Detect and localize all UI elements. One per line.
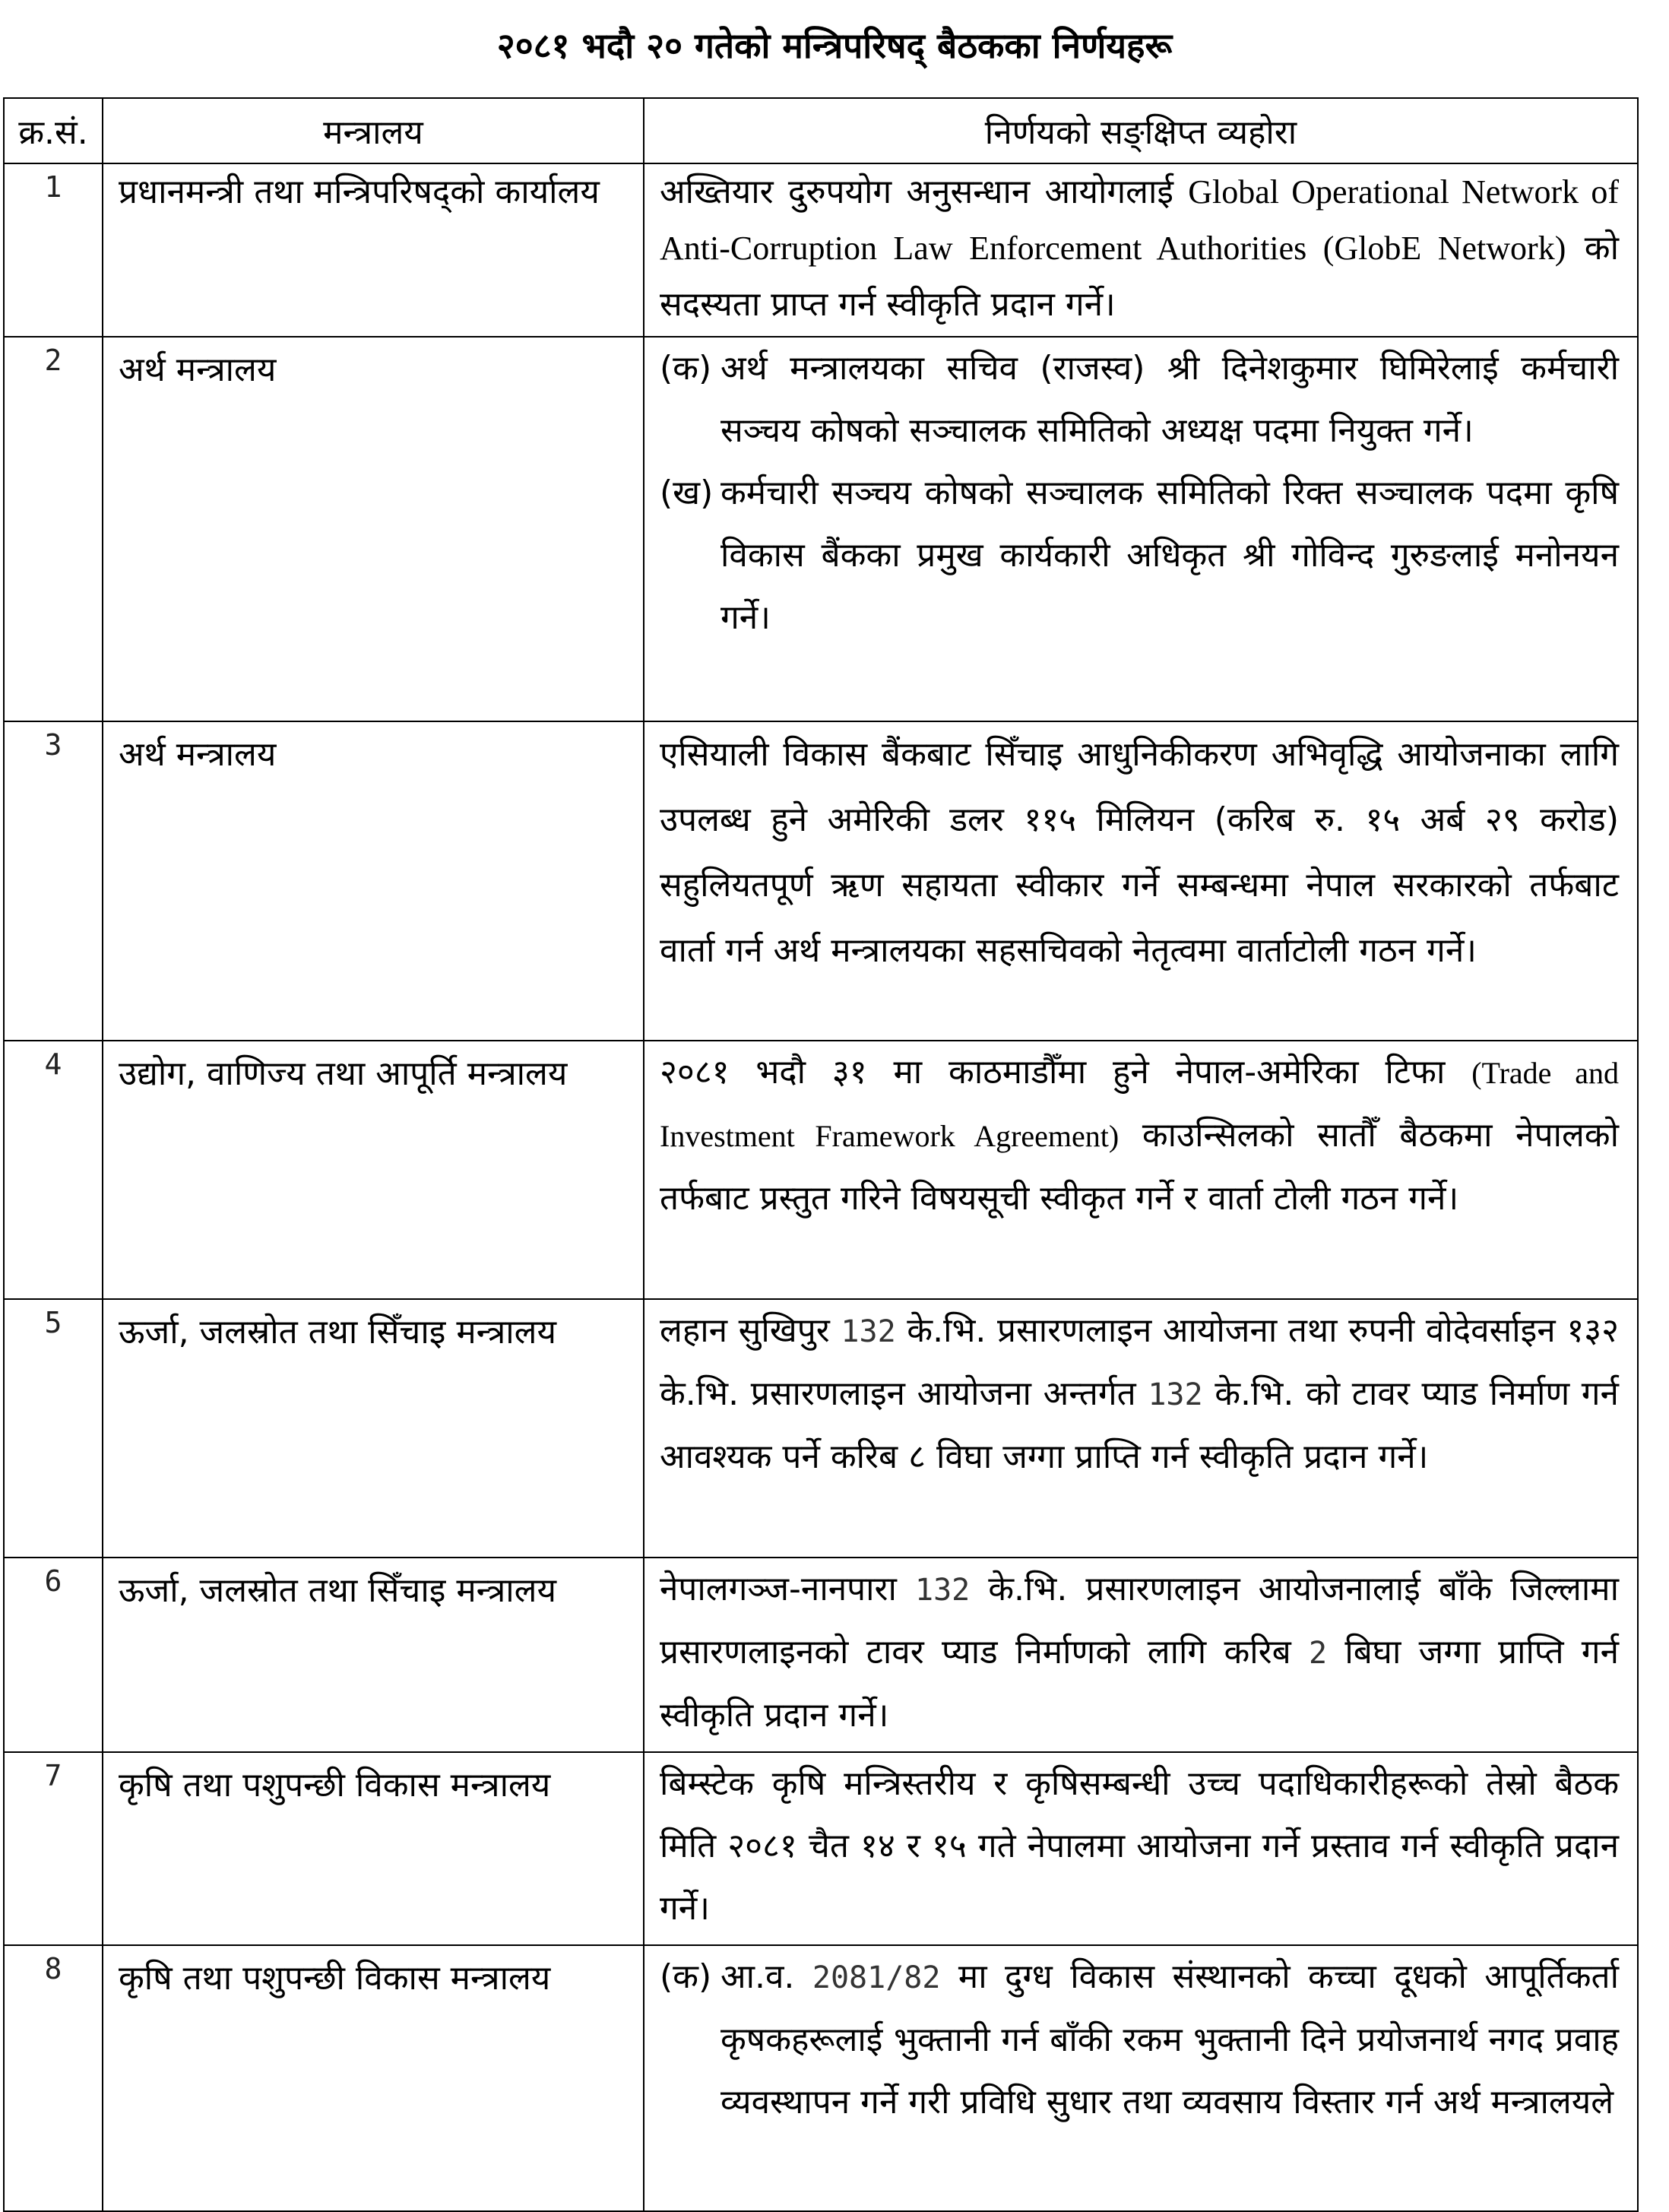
row-summary: बिम्स्टेक कृषि मन्त्रिस्तरीय र कृषिसम्बन्धी उच्च पदाधिकारीहरूको तेस्रो बैठक मिति २०८१ चैत १४ र १५ गते नेपालमा आयोजना गर्ने प्रस्ताव गर्न स्वीकृति प्रदान गर्ने।	[644, 1752, 1638, 1945]
summary-subitem	[660, 338, 1619, 462]
table-row	[4, 1041, 1638, 1299]
table-row	[4, 337, 1638, 721]
row-summary	[644, 163, 1638, 337]
table-header-row	[4, 98, 1638, 163]
summary-english-text: Global Operational Network of Anti-Corruption Law Enforcement Authorities (GlobE Network)	[660, 173, 1620, 267]
table-row	[4, 721, 1638, 1041]
table-row	[4, 163, 1638, 337]
row-ministry: कृषि तथा पशुपन्छी विकास मन्त्रालय	[103, 1945, 644, 2211]
row-summary	[644, 1041, 1638, 1299]
subitem-text: कर्मचारी सञ्चय कोषको सञ्चालक समितिको रिक्त सञ्चालक पदमा कृषि विकास बैंकका प्रमुख कार्यकारी अधिकृत श्री गोविन्द गुरुङलाई मनोनयन गर्ने।	[720, 474, 1619, 637]
header-serial: क्र.सं.	[4, 98, 103, 163]
subitem-text: मा दुग्ध विकास संस्थानको कच्चा दूधको आपूर्तिकर्ता कृषकहरूलाई भुक्तानी गर्न बाँकी रकम भुक्तानी दिने प्रयोजनार्थ नगद प्रवाह व्यवस्थापन गर्ने गरी प्रविधि सुधार तथा व्यवसाय विस्तार गर्न अर्थ मन्त्रालयले	[720, 1957, 1619, 2122]
subitem-marker: (क)	[660, 1957, 712, 1996]
row-summary	[644, 1945, 1638, 2211]
row-summary	[644, 1299, 1638, 1558]
kv-value: 132	[1148, 1377, 1203, 1412]
row-summary: एसियाली विकास बैंकबाट सिँचाइ आधुनिकीकरण अभिवृद्धि आयोजनाका लागि उपलब्ध हुने अमेरिकी डलर ११५ मिलियन (करिब रु. १५ अर्ब २९ करोड) सहुलियतपूर्ण ऋण सहायता स्वीकार गर्ने सम्बन्धमा नेपाल सरकारको तर्फबाट वार्ता गर्न अर्थ मन्त्रालयका सहसचिवको नेतृत्वमा वार्ताटोली गठन गर्ने।	[644, 721, 1638, 1041]
table-row	[4, 1558, 1638, 1752]
header-summary: निर्णयको सङ्क्षिप्त व्यहोरा	[644, 98, 1638, 163]
row-ministry: अर्थ मन्त्रालय	[103, 721, 644, 1041]
row-number: 6	[4, 1558, 103, 1752]
row-ministry: ऊर्जा, जलस्रोत तथा सिँचाइ मन्त्रालय	[103, 1558, 644, 1752]
row-number: 8	[4, 1945, 103, 2211]
summary-text: के.भि. प्रसारणलाइन आयोजना तथा रुपनी वोदेवर्साइन १३२ के.भि. प्रसारणलाइन आयोजना अन्तर्गत	[660, 1311, 1619, 1413]
summary-text: के.भि. प्रसारणलाइन आयोजनालाई बाँके जिल्लामा प्रसारणलाइनको टावर प्याड निर्माणको लागि करिब	[660, 1570, 1619, 1672]
subitem-marker: (क)	[660, 349, 712, 388]
row-ministry: अर्थ मन्त्रालय	[103, 337, 644, 721]
row-number: 5	[4, 1299, 103, 1558]
subitem-text: अर्थ मन्त्रालयका सचिव (राजस्व) श्री दिनेशकुमार घिमिरेलाई कर्मचारी सञ्चय कोषको सञ्चालक समितिको अध्यक्ष पदमा नियुक्त गर्ने।	[720, 349, 1619, 450]
fiscal-year-value: 2081/82	[812, 1960, 941, 1995]
row-ministry: प्रधानमन्त्री तथा मन्त्रिपरिषद्को कार्यालय	[103, 163, 644, 337]
summary-text: नेपालगञ्ज-नानपारा	[660, 1570, 915, 1608]
summary-text: लहान सुखिपुर	[660, 1311, 841, 1350]
row-number: 1	[4, 163, 103, 337]
summary-text: बिघा जग्गा प्राप्ति गर्न स्वीकृति प्रदान गर्ने।	[660, 1633, 1619, 1735]
area-value: 2	[1309, 1636, 1328, 1671]
kv-value: 132	[841, 1314, 896, 1349]
row-number: 3	[4, 721, 103, 1041]
row-ministry: ऊर्जा, जलस्रोत तथा सिँचाइ मन्त्रालय	[103, 1299, 644, 1558]
summary-text: २०८१ भदौ ३१ मा काठमाडौँमा हुने नेपाल-अमेरिका टिफा	[660, 1053, 1472, 1092]
summary-subitem	[660, 1946, 1619, 2134]
row-number: 2	[4, 337, 103, 721]
table-row	[4, 1299, 1638, 1558]
subitem-marker: (ख)	[660, 474, 714, 512]
row-number: 4	[4, 1041, 103, 1299]
row-ministry: कृषि तथा पशुपन्छी विकास मन्त्रालय	[103, 1752, 644, 1945]
row-summary	[644, 337, 1638, 721]
summary-text: के.भि. को टावर प्याड निर्माण गर्न आवश्यक पर्ने करिब ८ विघा जग्गा प्राप्ति गर्न स्वीकृति प्रदान गर्ने।	[660, 1374, 1619, 1476]
summary-english-text: (Trade and Investment Framework Agreement)	[660, 1056, 1620, 1153]
summary-text: अख्तियार दुरुपयोग अनुसन्धान आयोगलाई	[660, 173, 1189, 211]
decisions-table	[3, 97, 1639, 2212]
row-ministry: उद्योग, वाणिज्य तथा आपूर्ति मन्त्रालय	[103, 1041, 644, 1299]
subitem-text: आ.व.	[720, 1957, 812, 1996]
table-row	[4, 1752, 1638, 1945]
row-number: 7	[4, 1752, 103, 1945]
page-title: २०८१ भदौ २० गतेको मन्त्रिपरिषद् बैठकका निर्णयहरू	[496, 25, 1173, 66]
header-ministry: मन्त्रालय	[103, 98, 644, 163]
table-row	[4, 1945, 1638, 2211]
summary-subitem	[660, 462, 1619, 649]
kv-value: 132	[914, 1573, 971, 1608]
row-summary	[644, 1558, 1638, 1752]
summary-text: को सदस्यता प्राप्त गर्न स्वीकृति प्रदान गर्ने।	[660, 229, 1619, 324]
summary-text: काउन्सिलको सातौँ बैठकमा नेपालको तर्फबाट प्रस्तुत गरिने विषयसूची स्वीकृत गर्ने र वार्ता टोली गठन गर्ने।	[660, 1116, 1619, 1218]
